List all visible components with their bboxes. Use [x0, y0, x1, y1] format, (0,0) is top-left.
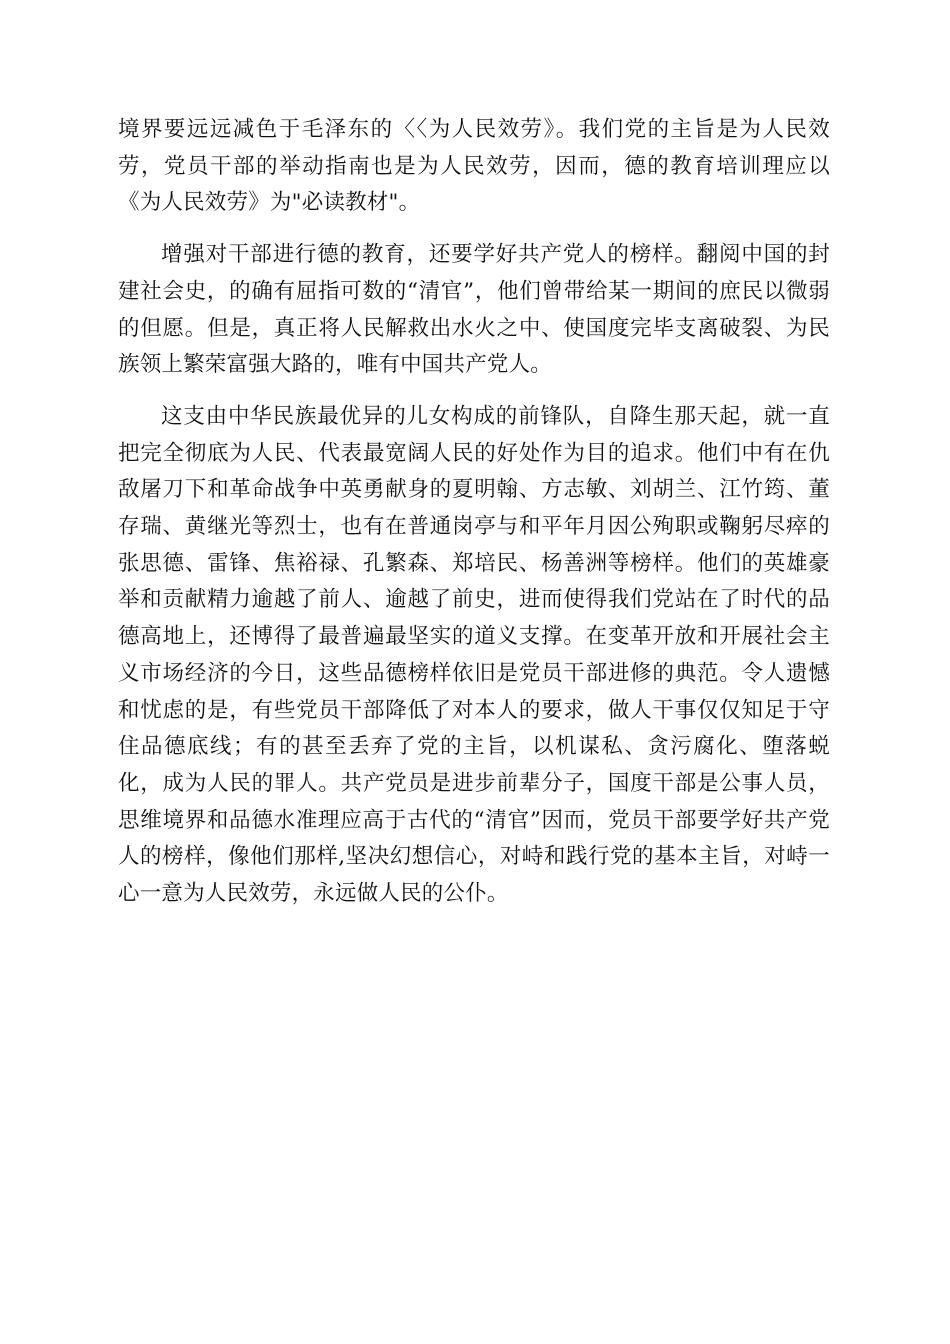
paragraph-party-role-models: 增强对干部进行德的教育，还要学好共产党人的榜样。翻阅中国的封建社会史，的确有屈指可数的“清官”，他们曾带给某一期间的庶民以微弱的但愿。但是，真正将人民解救出水火之中、使国度完毕支离破裂、为民族领上繁荣富强大路的，唯有中国共产党人。 — [118, 242, 830, 378]
document-body — [118, 112, 830, 913]
paragraph-vanguard: 这支由中华民族最优异的儿女构成的前锋队，自降生那天起，就一直把完全彻底为人民、代表最宽阔人民的好处作为目的追求。他们中有在仇敌屠刀下和革命战争中英勇献身的夏明翰、方志敏、刘胡兰、江竹筠、董存瑞、黄继光等烈士，也有在普通岗亭与和平年月因公殉职或鞠躬尽瘁的张思德、雷锋、焦裕禄、孔繁森、郑培民、杨善洲等榜样。他们的英雄豪举和贡献精力逾越了前人、逾越了前史，进而使得我们党站在了时代的品德高地上，还博得了最普遍最坚实的道义支撑。在变革开放和开展社会主义市场经济的今日，这些品德榜样依旧是党员干部进修的典范。令人遗憾和忧虑的是，有些党员干部降低了对本人的要求，做人干事仅仅知足于守住品德底线；有的甚至丢弃了党的主旨，以机谋私、贪污腐化、堕落蜕化，成为人民的罪人。共产党员是进步前辈分子，国度干部是公事人员，思维境界和品德水准理应高于古代的“清官”因而，党员干部要学好共产党人的榜样，像他们那样,坚决幻想信心，对峙和践行党的基本主旨，对峙一心一意为人民效劳，永远做人民的公仆。 — [118, 403, 830, 907]
paragraph-continuation: 境界要远远减色于毛泽东的〈〈为人民效劳》。我们党的主旨是为人民效劳，党员干部的举动指南也是为人民效劳，因而，德的教育培训理应以《为人民效劳》为"必读教材"。 — [118, 117, 830, 216]
